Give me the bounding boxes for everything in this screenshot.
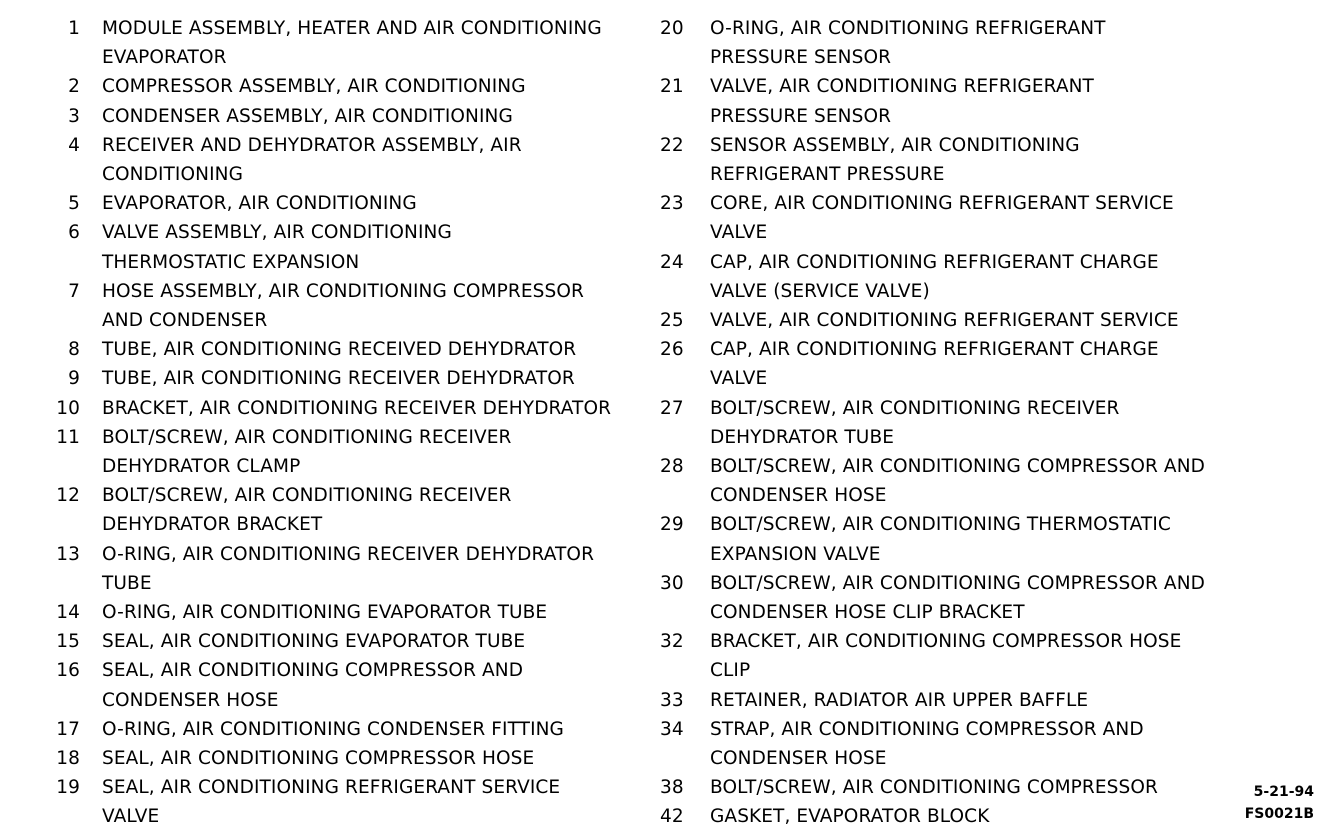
- legend-item-number: 10: [56, 397, 80, 419]
- legend-item-description: BOLT/SCREW, AIR CONDITIONING RECEIVER DEHYDRATOR BRACKET: [102, 485, 512, 536]
- legend-item: [660, 510, 1220, 568]
- legend-item-description: VALVE ASSEMBLY, AIR CONDITIONING THERMOSTATIC EXPANSION: [102, 222, 452, 273]
- legend-item-description: RECEIVER AND DEHYDRATOR ASSEMBLY, AIR CONDITIONING: [102, 134, 522, 186]
- legend-item-number: 8: [68, 339, 80, 361]
- parts-legend-left-column: [52, 14, 652, 832]
- legend-item-description: BRACKET, AIR CONDITIONING COMPRESSOR HOSE CLIP: [710, 631, 1182, 682]
- legend-item: [660, 715, 1220, 773]
- legend-item-description: COMPRESSOR ASSEMBLY, AIR CONDITIONING: [102, 76, 526, 98]
- legend-item-description: O-RING, AIR CONDITIONING CONDENSER FITTING: [102, 718, 564, 740]
- legend-item: [52, 598, 652, 627]
- legend-item-number: 15: [56, 631, 80, 653]
- legend-item-description: BOLT/SCREW, AIR CONDITIONING THERMOSTATIC EXPANSION VALVE: [710, 514, 1171, 565]
- legend-item-number: 18: [56, 748, 80, 770]
- legend-item: [52, 102, 652, 131]
- legend-item-number: 38: [660, 777, 684, 799]
- legend-item-description: BOLT/SCREW, AIR CONDITIONING COMPRESSOR AND CONDENSER HOSE CLIP BRACKET: [710, 572, 1205, 624]
- legend-item-description: CONDENSER ASSEMBLY, AIR CONDITIONING: [102, 105, 513, 127]
- legend-item: [660, 773, 1220, 802]
- legend-item: [52, 364, 652, 393]
- legend-item: [52, 335, 652, 364]
- legend-item: [52, 394, 652, 423]
- legend-item: [660, 452, 1220, 510]
- legend-item: [660, 686, 1220, 715]
- legend-item-number: 24: [660, 251, 684, 273]
- legend-item-number: 17: [56, 718, 80, 740]
- legend-item-description: BRACKET, AIR CONDITIONING RECEIVER DEHYDRATOR: [102, 397, 612, 419]
- legend-item-description: O-RING, AIR CONDITIONING EVAPORATOR TUBE: [102, 602, 548, 624]
- legend-item-description: SEAL, AIR CONDITIONING COMPRESSOR AND CONDENSER HOSE: [102, 660, 524, 711]
- legend-item-number: 11: [56, 426, 80, 448]
- legend-item-description: SENSOR ASSEMBLY, AIR CONDITIONING REFRIGERANT PRESSURE: [710, 134, 1080, 186]
- legend-item-number: 6: [68, 222, 80, 244]
- legend-item-number: 21: [660, 76, 684, 98]
- parts-legend-right-column: [660, 14, 1220, 832]
- legend-item-number: 12: [56, 485, 80, 507]
- legend-item: [52, 481, 652, 539]
- legend-item-description: TUBE, AIR CONDITIONING RECEIVED DEHYDRATOR: [102, 339, 577, 361]
- legend-item-number: 28: [660, 456, 684, 478]
- legend-item-description: SEAL, AIR CONDITIONING REFRIGERANT SERVICE VALVE: [102, 777, 561, 828]
- legend-item-description: BOLT/SCREW, AIR CONDITIONING COMPRESSOR AND CONDENSER HOSE: [710, 456, 1205, 507]
- legend-item-number: 9: [68, 368, 80, 390]
- legend-item: [660, 627, 1220, 685]
- legend-item: [52, 131, 652, 189]
- legend-item-description: O-RING, AIR CONDITIONING REFRIGERANT PRESSURE SENSOR: [710, 18, 1106, 69]
- legend-item: [52, 14, 652, 72]
- legend-item-number: 22: [660, 134, 684, 156]
- revision-date: 5-21-94: [1253, 784, 1314, 800]
- legend-item: [52, 277, 652, 335]
- legend-item-number: 29: [660, 514, 684, 536]
- legend-item-description: SEAL, AIR CONDITIONING COMPRESSOR HOSE: [102, 748, 535, 770]
- legend-item-number: 32: [660, 631, 684, 653]
- legend-item: [52, 189, 652, 218]
- legend-item-description: RETAINER, RADIATOR AIR UPPER BAFFLE: [710, 689, 1089, 711]
- figure-code: FS0021B: [1244, 806, 1314, 822]
- legend-item: [52, 540, 652, 598]
- legend-item: [52, 773, 652, 831]
- legend-item-description: O-RING, AIR CONDITIONING RECEIVER DEHYDRATOR TUBE: [102, 543, 595, 594]
- legend-item: [660, 189, 1220, 247]
- legend-item-number: 2: [68, 76, 80, 98]
- legend-item-description: CAP, AIR CONDITIONING REFRIGERANT CHARGE VALVE: [710, 339, 1159, 390]
- legend-item-number: 26: [660, 339, 684, 361]
- legend-item-number: 27: [660, 397, 684, 419]
- legend-item-description: BOLT/SCREW, AIR CONDITIONING RECEIVER DEHYDRATOR TUBE: [710, 397, 1120, 448]
- legend-item: [660, 14, 1220, 72]
- legend-item-description: MODULE ASSEMBLY, HEATER AND AIR CONDITIONING EVAPORATOR: [102, 18, 602, 69]
- legend-item-description: GASKET, EVAPORATOR BLOCK: [710, 806, 990, 828]
- legend-item-number: 5: [68, 193, 80, 215]
- legend-item: [660, 335, 1220, 393]
- legend-item: [52, 656, 652, 714]
- legend-item-description: TUBE, AIR CONDITIONING RECEIVER DEHYDRATOR: [102, 368, 575, 390]
- legend-item-description: VALVE, AIR CONDITIONING REFRIGERANT SERVICE: [710, 310, 1179, 332]
- legend-item-number: 34: [660, 718, 684, 740]
- legend-item: [660, 569, 1220, 627]
- legend-item: [52, 218, 652, 276]
- legend-item-description: CORE, AIR CONDITIONING REFRIGERANT SERVICE VALVE: [710, 193, 1174, 244]
- legend-item-number: 42: [660, 806, 684, 828]
- legend-item-description: VALVE, AIR CONDITIONING REFRIGERANT PRESSURE SENSOR: [710, 76, 1094, 127]
- legend-item-description: BOLT/SCREW, AIR CONDITIONING RECEIVER DEHYDRATOR CLAMP: [102, 426, 512, 478]
- legend-item-number: 33: [660, 689, 684, 711]
- legend-item: [660, 248, 1220, 306]
- legend-item-number: 13: [56, 543, 80, 565]
- legend-item-description: BOLT/SCREW, AIR CONDITIONING COMPRESSOR: [710, 777, 1158, 799]
- legend-item: [52, 627, 652, 656]
- legend-item-number: 25: [660, 310, 684, 332]
- legend-item: [52, 744, 652, 773]
- legend-item-number: 3: [68, 105, 80, 127]
- legend-item-number: 19: [56, 777, 80, 799]
- legend-item-number: 1: [68, 18, 80, 39]
- legend-item: [52, 72, 652, 101]
- legend-item: [660, 306, 1220, 335]
- legend-item: [660, 131, 1220, 189]
- legend-item: [660, 394, 1220, 452]
- legend-item-description: HOSE ASSEMBLY, AIR CONDITIONING COMPRESSOR AND CONDENSER: [102, 280, 584, 332]
- legend-item: [660, 802, 1220, 831]
- legend-item: [660, 72, 1220, 130]
- legend-item-description: CAP, AIR CONDITIONING REFRIGERANT CHARGE VALVE (SERVICE VALVE): [710, 251, 1159, 302]
- legend-item: [52, 423, 652, 481]
- legend-item-number: 23: [660, 193, 684, 215]
- legend-item-description: EVAPORATOR, AIR CONDITIONING: [102, 193, 417, 215]
- legend-item-description: STRAP, AIR CONDITIONING COMPRESSOR AND CONDENSER HOSE: [710, 718, 1144, 770]
- legend-item-number: 7: [68, 280, 80, 302]
- legend-item-number: 14: [56, 602, 80, 624]
- legend-item-number: 20: [660, 18, 684, 39]
- legend-item-number: 30: [660, 572, 684, 594]
- legend-item: [52, 715, 652, 744]
- legend-item-number: 4: [68, 134, 80, 156]
- legend-item-description: SEAL, AIR CONDITIONING EVAPORATOR TUBE: [102, 631, 526, 653]
- legend-item-number: 16: [56, 660, 80, 682]
